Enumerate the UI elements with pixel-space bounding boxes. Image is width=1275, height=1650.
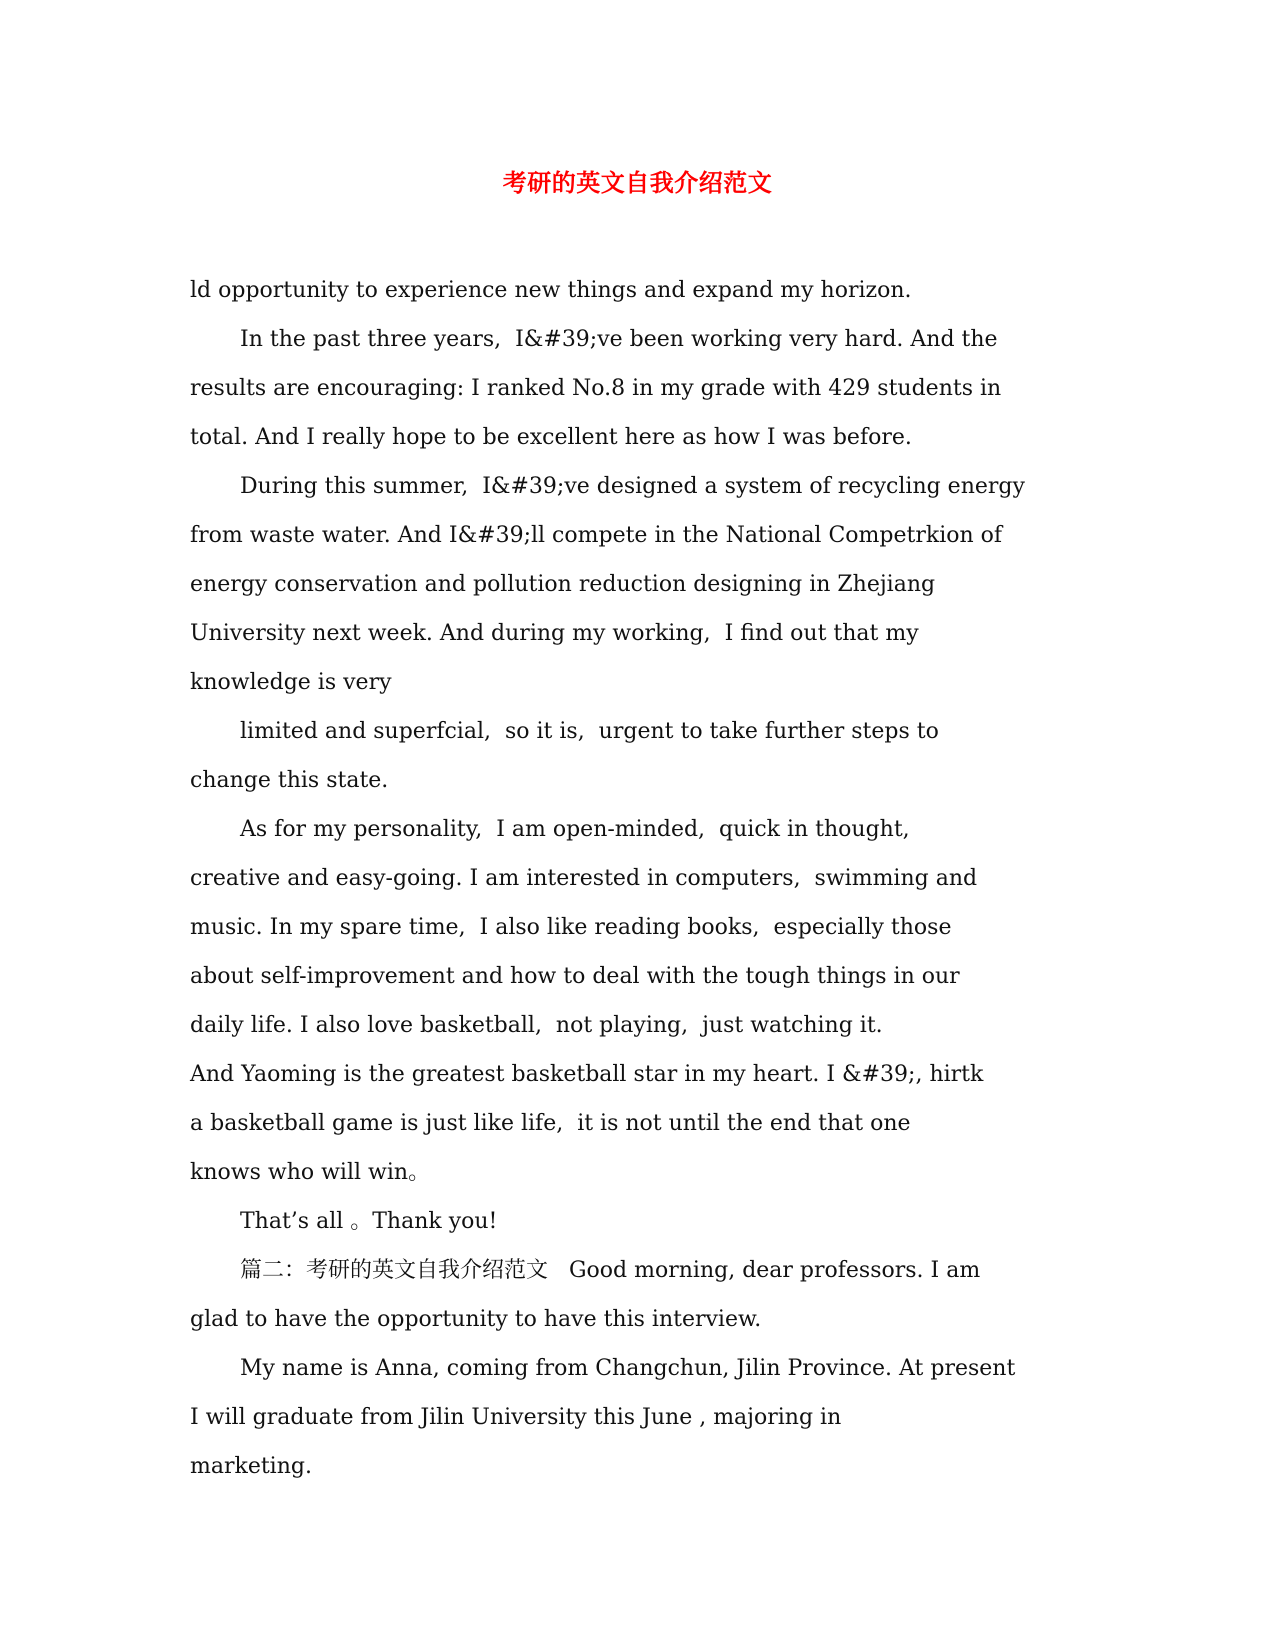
text-line: energy conservation and pollution reduction designing in Zhejiang (190, 572, 936, 597)
text-line: creative and easy-going. I am interested in computers, swimming and (190, 866, 978, 891)
text-line: In the past three years, I&#39;ve been working very hard. And the (240, 327, 998, 352)
text-line: total. And I really hope to be excellent here as how I was before. (190, 425, 912, 450)
text-line: daily life. I also love basketball, not playing, just watching it. (190, 1013, 883, 1038)
text-line: My name is Anna, coming from Changchun, Jilin Province. At present (240, 1356, 1016, 1381)
text-line: results are encouraging: I ranked No.8 in my grade with 429 students in (190, 376, 1002, 401)
text-line: And Yaoming is the greatest basketball star in my heart. I &#39;, hirtk (190, 1062, 984, 1087)
text-line: about self-improvement and how to deal with the tough things in our (190, 964, 960, 989)
document-body (190, 266, 1090, 1491)
text-line: glad to have the opportunity to have this interview. (190, 1307, 762, 1332)
text-line: ld opportunity to experience new things and expand my horizon. (190, 278, 912, 303)
text-line: music. In my spare time, I also like reading books, especially those (190, 915, 952, 940)
text-line: limited and superfcial, so it is, urgent to take further steps to (240, 719, 939, 744)
text-line: University next week. And during my working, I find out that my (190, 621, 919, 646)
text-line: As for my personality, I am open-minded, quick in thought, (240, 817, 910, 842)
text-line: 篇二：考研的英文自我介绍范文 Good morning, dear professors. I am (240, 1258, 981, 1283)
text-line: knowledge is very (190, 670, 392, 695)
page-title: 考研的英文自我介绍范文 (502, 168, 773, 197)
text-line: marketing. (190, 1454, 312, 1479)
text-line: change this state. (190, 768, 389, 793)
text-line: a basketball game is just like life, it is not until the end that one (190, 1111, 911, 1136)
text-line: That’s all 。Thank you! (240, 1209, 498, 1234)
text-line: from waste water. And I&#39;ll compete in the National Competrkion of (190, 523, 1003, 548)
text-line: knows who will win。 (190, 1160, 431, 1185)
text-line: I will graduate from Jilin University this June , majoring in (190, 1405, 842, 1430)
text-line: During this summer, I&#39;ve designed a system of recycling energy (240, 474, 1025, 499)
